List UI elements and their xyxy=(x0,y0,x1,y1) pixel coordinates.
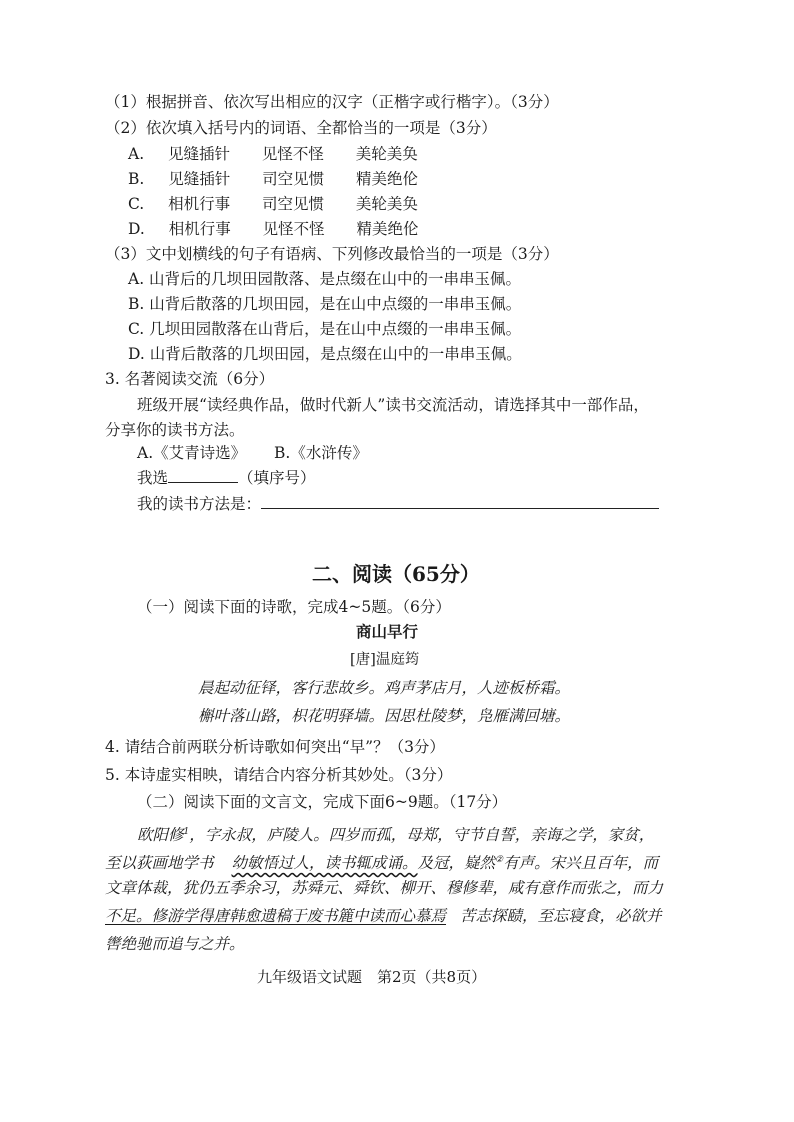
part-1-instructions: （一）阅读下面的诗歌，完成4~5题。（6分） xyxy=(137,598,451,616)
option-word: 美轮美奂 xyxy=(355,195,418,213)
section-heading: 二、阅读（65分） xyxy=(312,562,480,586)
prose-line-1 xyxy=(137,822,654,845)
book-option-a: A.《艾青诗选》 xyxy=(137,444,247,462)
prose-text: ，字永叔，庐陵人。四岁而孤，母郑，守节自誓，亲诲之学，家贫， xyxy=(189,826,655,845)
choice-line xyxy=(137,468,316,488)
question-1-2: （2）依次填入括号内的词语、全都恰当的一项是（3分） xyxy=(105,119,497,137)
method-blank[interactable] xyxy=(261,494,659,509)
option-word: 精美绝伦 xyxy=(355,170,418,188)
question-3-body-2: 分享你的读书方法。 xyxy=(105,421,245,439)
option-row xyxy=(128,144,418,164)
question-5: 5. 本诗虚实相映，请结合内容分析其妙处。（3分） xyxy=(105,766,453,784)
question-3-body-1: 班级开展“读经典作品，做时代新人”读书交流活动，请选择其中一部作品， xyxy=(137,396,649,414)
poem-line-2: 槲叶落山路，枳花明驿墙。因思杜陵梦，凫雁满回塘。 xyxy=(198,707,571,725)
prose-underlined-sentence: 不足。修游学得唐韩愈遗稿于废书簏中读而心慕焉 xyxy=(105,907,447,925)
poem-line-1: 晨起动征铎，客行悲故乡。鸡声茅店月，人迹板桥霜。 xyxy=(198,679,571,697)
option-c: C. 几坝田园散落在山背后，是在山中点缀的一串串玉佩。 xyxy=(128,320,522,338)
option-word: 见缝插针 xyxy=(168,145,231,163)
method-line xyxy=(137,494,659,514)
option-b: B. 山背后散落的几坝田园，是在山中点缀的一串串玉佩。 xyxy=(128,295,522,313)
option-d: D. 山背后散落的几坝田园，是点缀在山中的一串串玉佩。 xyxy=(128,345,522,363)
book-options xyxy=(137,443,368,463)
prose-text: 至以荻画地学书 xyxy=(105,854,214,873)
choice-blank[interactable] xyxy=(168,468,238,483)
option-row xyxy=(128,219,418,239)
option-word: 司空见惯 xyxy=(262,170,325,188)
choice-label: 我选 xyxy=(137,469,169,487)
question-4: 4. 请结合前两联分析诗歌如何突出“早”？（3分） xyxy=(105,738,445,756)
poem-title: 商山早行 xyxy=(356,622,419,641)
prose-line-2 xyxy=(105,850,658,873)
part-2-instructions: （二）阅读下面的文言文，完成下面6~9题。（17分） xyxy=(137,793,508,811)
prose-line-3: 文章体裁，犹仍五季余习，苏舜元、舜钦、柳开、穆修辈，咸有意作而张之，而力 xyxy=(105,879,664,897)
option-row xyxy=(128,194,418,214)
option-word: 精美绝伦 xyxy=(356,220,419,238)
option-label: D. xyxy=(128,220,145,238)
option-word: 见缝插针 xyxy=(168,170,231,188)
page-footer: 九年级语文试题 第2页（共8页） xyxy=(257,968,487,986)
option-label: A. xyxy=(128,145,145,163)
choice-hint: （填序号） xyxy=(238,469,316,487)
option-label: B. xyxy=(128,170,145,188)
question-3-title: 3. 名著阅读交流（6分） xyxy=(105,370,275,388)
prose-text: 苦志探赜，至忘寝食，必欲并 xyxy=(460,907,662,925)
footnote-marker: ② xyxy=(495,855,504,865)
question-1-3: （3）文中划横线的句子有语病、下列修改最恰当的一项是（3分） xyxy=(105,245,559,263)
footnote-marker: 1 xyxy=(183,827,190,837)
poem-author: [唐]温庭筠 xyxy=(350,652,420,668)
book-option-b: B.《水浒传》 xyxy=(274,444,368,462)
prose-text: 及冠，嶷然 xyxy=(417,854,496,873)
prose-text: 有声。宋兴且百年，而 xyxy=(503,854,659,873)
method-label: 我的读书方法是： xyxy=(137,495,262,513)
option-word: 相机行事 xyxy=(168,195,231,213)
option-word: 见怪不怪 xyxy=(262,220,325,238)
prose-underlined-sentence: 幼敏悟过人，读书辄成诵。 xyxy=(231,854,418,873)
option-word: 相机行事 xyxy=(168,220,231,238)
prose-text: 欧阳修 xyxy=(137,826,184,845)
option-word: 司空见惯 xyxy=(262,195,325,213)
prose-line-5: 辔绝驰而追与之并。 xyxy=(105,935,245,953)
prose-line-4 xyxy=(105,906,662,926)
option-word: 美轮美奂 xyxy=(355,145,418,163)
question-1-1: （1）根据拼音、依次写出相应的汉字（正楷字或行楷字）。（3分） xyxy=(105,93,559,111)
option-row xyxy=(128,169,418,189)
option-label: C. xyxy=(128,195,145,213)
option-a: A. 山背后的几坝田园散落、是点缀在山中的一串串玉佩。 xyxy=(128,270,522,288)
option-word: 见怪不怪 xyxy=(261,145,324,163)
